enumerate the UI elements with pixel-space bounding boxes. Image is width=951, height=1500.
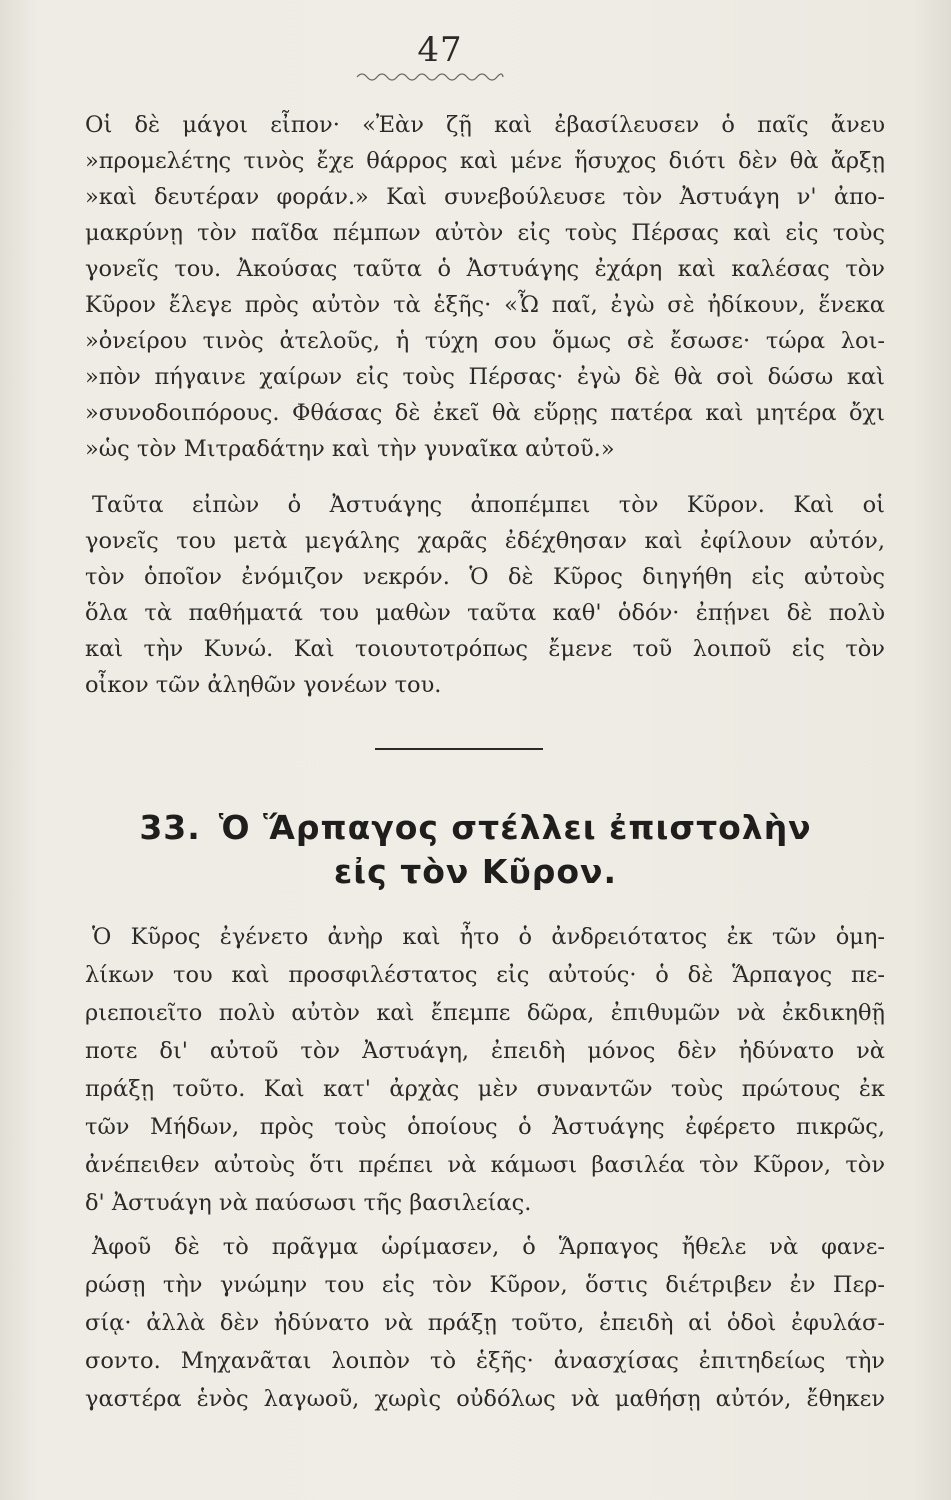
page-number: 47 (417, 30, 463, 70)
text-line: Οἱ δὲ μάγοι εἶπον· «Ἐὰν ζῇ καὶ ἐβασίλευσεν ὁ παῖς ἄνευ (85, 112, 885, 138)
text-line: σίᾳ· ἀλλὰ δὲν ἠδύνατο νὰ πράξῃ τοῦτο, ἐπειδὴ αἱ ὁδοὶ ἐφυλάσ- (85, 1310, 885, 1336)
text-line: »ὀνείρου τινὸς ἀτελοῦς, ἡ τύχη σου ὅμως σὲ ἔσωσε· τώρα λοι- (85, 328, 885, 354)
text-line: γονεῖς του. Ἀκούσας ταῦτα ὁ Ἀστυάγης ἐχάρη καὶ καλέσας τὸν (85, 256, 885, 282)
text-line: ριεποιεῖτο πολὺ αὐτὸν καὶ ἔπεμπε δῶρα, ἐπιθυμῶν νὰ ἐκδικηθῇ (85, 1000, 885, 1026)
text-line: ρώσῃ τὴν γνώμην του εἰς τὸν Κῦρον, ὅστις διέτριβεν ἐν Περ- (85, 1272, 885, 1298)
text-line: »καὶ δευτέραν φοράν.» Καὶ συνεβούλευσε τὸν Ἀστυάγη ν' ἀπο- (85, 184, 885, 210)
text-line: τῶν Μήδων, πρὸς τοὺς ὁποίους ὁ Ἀστυάγης ἐφέρετο πικρῶς, (85, 1114, 885, 1140)
text-line: καὶ τὴν Κυνώ. Καὶ τοιουτοτρόπως ἔμενε τοῦ λοιποῦ εἰς τὸν (85, 636, 885, 662)
text-line: »προμελέτης τινὸς ἔχε θάρρος καὶ μένε ἥσυχος διότι δὲν θὰ ἄρξῃ (85, 148, 885, 174)
text-line: »ὡς τὸν Μιτραδάτην καὶ τὴν γυναῖκα αὐτοῦ.» (85, 436, 615, 462)
text-line: »πὸν πήγαινε χαίρων εἰς τοὺς Πέρσας· ἐγὼ δὲ θὰ σοὶ δώσω καὶ (85, 364, 885, 390)
section-heading (0, 808, 951, 848)
section-title-line2: εἰς τὸν Κῦρον. (333, 852, 618, 891)
text-line: Ταῦτα εἰπὼν ὁ Ἀστυάγης ἀποπέμπει τὸν Κῦρον. Καὶ οἱ (92, 492, 885, 518)
text-line: πράξῃ τοῦτο. Καὶ κατ' ἀρχὰς μὲν συναντῶν τοὺς πρώτους ἐκ (85, 1076, 885, 1102)
text-line: οἶκον τῶν ἀληθῶν γονέων του. (85, 672, 442, 698)
text-line: Κῦρον ἔλεγε πρὸς αὐτὸν τὰ ἑξῆς· «Ὦ παῖ, ἐγὼ σὲ ἠδίκουν, ἕνεκα (85, 292, 885, 318)
text-line: μακρύνῃ τὸν παῖδα πέμπων αὐτὸν εἰς τοὺς Πέρσας καὶ εἰς τοὺς (85, 220, 885, 246)
ornament-divider (355, 70, 505, 84)
text-line: σοντο. Μηχανᾶται λοιπὸν τὸ ἑξῆς· ἀνασχίσας ἐπιτηδείως τὴν (85, 1348, 885, 1374)
section-number: 33. (139, 808, 201, 847)
text-line: δ' Ἀστυάγη νὰ παύσωσι τῆς βασιλείας. (85, 1190, 532, 1216)
section-divider (375, 748, 543, 750)
text-line: ὅλα τὰ παθήματά του μαθὼν ταῦτα καθ' ὁδόν· ἐπῄνει δὲ πολὺ (85, 600, 885, 626)
text-line: λίκων του καὶ προσφιλέστατος εἰς αὐτούς· ὁ δὲ Ἅρπαγος πε- (85, 962, 885, 988)
text-line: γαστέρα ἑνὸς λαγωοῦ, χωρὶς οὐδόλως νὰ μαθήσῃ αὐτόν, ἔθηκεν (85, 1386, 885, 1412)
text-line: ποτε δι' αὐτοῦ τὸν Ἀστυάγη, ἐπειδὴ μόνος δὲν ἠδύνατο νὰ (85, 1038, 885, 1064)
section-title-line1: Ὁ Ἅρπαγος στέλλει ἐπιστολὴν (218, 808, 812, 847)
text-line: Ἀφοῦ δὲ τὸ πρᾶγμα ὡρίμασεν, ὁ Ἅρπαγος ἤθελε νὰ φανε- (92, 1234, 885, 1260)
text-line: τὸν ὁποῖον ἐνόμιζον νεκρόν. Ὁ δὲ Κῦρος διηγήθη εἰς αὐτοὺς (85, 564, 885, 590)
text-line: Ὁ Κῦρος ἐγένετο ἀνὴρ καὶ ἦτο ὁ ἀνδρειότατος ἐκ τῶν ὁμη- (92, 924, 885, 950)
text-line: γονεῖς του μετὰ μεγάλης χαρᾶς ἐδέχθησαν καὶ ἐφίλουν αὐτόν, (85, 528, 885, 554)
text-line: »συνοδοιπόρους. Φθάσας δὲ ἐκεῖ θὰ εὕρῃς πατέρα καὶ μητέρα ὄχι (85, 400, 885, 426)
text-line: ἀνέπειθεν αὐτοὺς ὅτι πρέπει νὰ κάμωσι βασιλέα τὸν Κῦρον, τὸν (85, 1152, 885, 1178)
